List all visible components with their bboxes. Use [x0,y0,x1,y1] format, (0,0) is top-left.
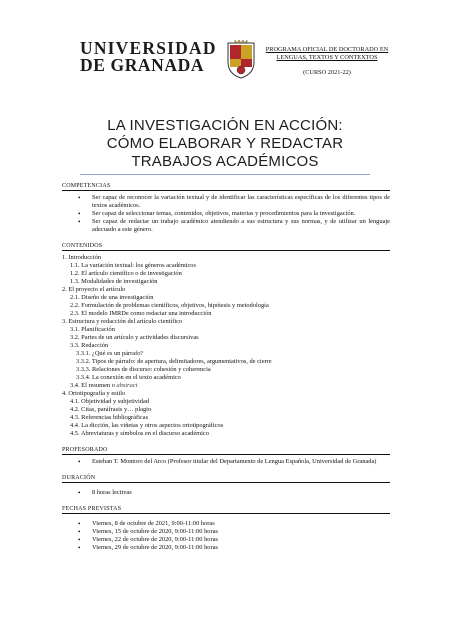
header [80,40,390,88]
contenido-item [62,422,390,430]
contenido-item [62,382,390,390]
fechas-list [62,520,390,552]
section-label-competencias: COMPETENCIAS [62,182,390,191]
fecha-item: • Viernes, 15 de octubre de 2020, 9:00-11:00 horas [62,528,390,536]
contenido-text: 1.2. El artículo científico o de investigación [70,270,182,277]
contenido-item [62,406,390,414]
contenido-text: 3.3. Redacción [70,342,109,349]
contenido-text: 3.3.2. Tipos de párrafo: de apertura, delimitadores, argumentativos, de cierre [76,358,272,365]
contenido-item [62,318,390,326]
contenido-text: 3.4. El resumen o [70,382,117,389]
contenido-text: 3. Estructura y redacción del artículo científico [62,318,183,325]
contenido-text: 1.3. Modalidades de investigación [70,278,158,285]
section-label-duracion: DURACIÓN [62,474,390,483]
contenido-item [62,334,390,342]
section-label-contenidos: CONTENIDOS [62,242,390,251]
contenido-italic-term: abstract [116,382,138,389]
contenido-item [62,286,390,294]
fecha-item: • Viernes, 22 de octubre de 2020, 9:00-11:00 horas [62,536,390,544]
university-crest-icon [224,40,258,80]
competencia-item: • Ser capaz de reconocer la variación textual y de identificar las características específicas de los diferentes tipos de textos académicos. [62,194,390,210]
university-name-line2: DE GRANADA [80,55,205,75]
profesorado-list [62,458,390,466]
competencias-list [62,194,390,234]
contenido-item [62,326,390,334]
duracion-list [62,489,390,497]
contenido-text: 3.3.1. ¿Qué es un párrafo? [76,350,144,357]
contenido-item [62,350,390,358]
contenido-text: 1.1. La variación textual: los géneros académicos [70,262,196,269]
contenido-text: 1. Introducción [62,254,102,261]
contenido-item [62,254,390,262]
contenido-item [62,302,390,310]
contenido-item [62,390,390,398]
contenido-text: 2.3. El modelo IMRDe como redactar una introducción [70,310,212,317]
section-label-fechas: FECHAS PREVISTAS [62,505,390,514]
contenido-text: 3.2. Partes de un artículo y actividades discursivas [70,334,199,341]
contenido-item [62,342,390,350]
document-body [62,182,390,552]
contenido-item [62,358,390,366]
contenido-text: 3.1. Planificación [70,326,115,333]
contenido-item [62,374,390,382]
competencia-item: • Ser capaz de seleccionar temas, contenidos, objetivos, materias y procedimientos para la investigación. [62,210,390,218]
contenido-text: 2.1. Diseño de una investigación [70,294,154,301]
contenido-item [62,366,390,374]
contenido-item [62,310,390,318]
contenido-item [62,430,390,438]
duracion-item: • 8 horas lectivas [62,489,390,497]
contenido-text: 3.3.4. La conexión en el texto académico [76,374,181,381]
course-year: (CURSO 2021-22) [303,69,351,76]
title-line-3: TRABAJOS ACADÉMICOS [131,153,319,170]
contenido-item [62,398,390,406]
contenido-item [62,414,390,422]
university-name-line1: UNIVERSIDAD [80,38,217,58]
contenido-text: 4.4. La dicción, las viñetas y otros aspectos ortotipográficos [70,422,224,429]
contenido-text: 4. Ortotipografía y estilo [62,390,126,397]
contenido-item [62,262,390,270]
contenido-text: 4.2. Citas, paráfrasis y… plagio [70,406,152,413]
program-title: PROGRAMA OFICIAL DE DOCTORADO EN LENGUAS, TEXTOS Y CONTEXTOS [265,46,389,61]
profesor-item: • Esteban T. Montoro del Arco (Profesor titular del Departamento de Lengua Española, Universidad de Granada) [62,458,390,466]
contenido-text: 4.1. Objetividad y subjetividad [70,398,149,405]
contenido-text: 2. El proyecto el artículo [62,286,126,293]
fecha-item: • Viernes, 29 de octubre de 2020, 9:00-11:00 horas [62,544,390,552]
contenido-text: 4.5. Abreviaturas y símbolos en el discurso académico [70,430,209,437]
title-divider [80,174,370,175]
contenido-item [62,270,390,278]
contenido-item [62,294,390,302]
contenido-item [62,278,390,286]
section-label-profesorado: PROFESORADO [62,446,390,455]
document-title [60,117,390,171]
program-heading [262,46,392,77]
contenido-text: 2.2. Formulación de problemas científicos, objetivos, hipótesis y metodología [70,302,269,309]
contenido-text: 4.3. Referencias bibliográficas [70,414,149,421]
fecha-item: • Viernes, 8 de octubre de 2021, 9:00-11:00 horas [62,520,390,528]
university-logo-text [80,40,222,74]
title-line-2: CÓMO ELABORAR Y REDACTAR [106,135,344,152]
contenidos-list [62,254,390,438]
title-line-1: LA INVESTIGACIÓN EN ACCIÓN: [107,117,343,134]
contenido-text: 3.3.3. Relaciones de discurso: cohesión y coherencia [76,366,211,373]
competencia-item: • Ser capaz de redactar un trabajo académico atendiendo a sus estructura y sus normas, y de utilizar un lenguaje adecuado a este género. [62,218,390,234]
